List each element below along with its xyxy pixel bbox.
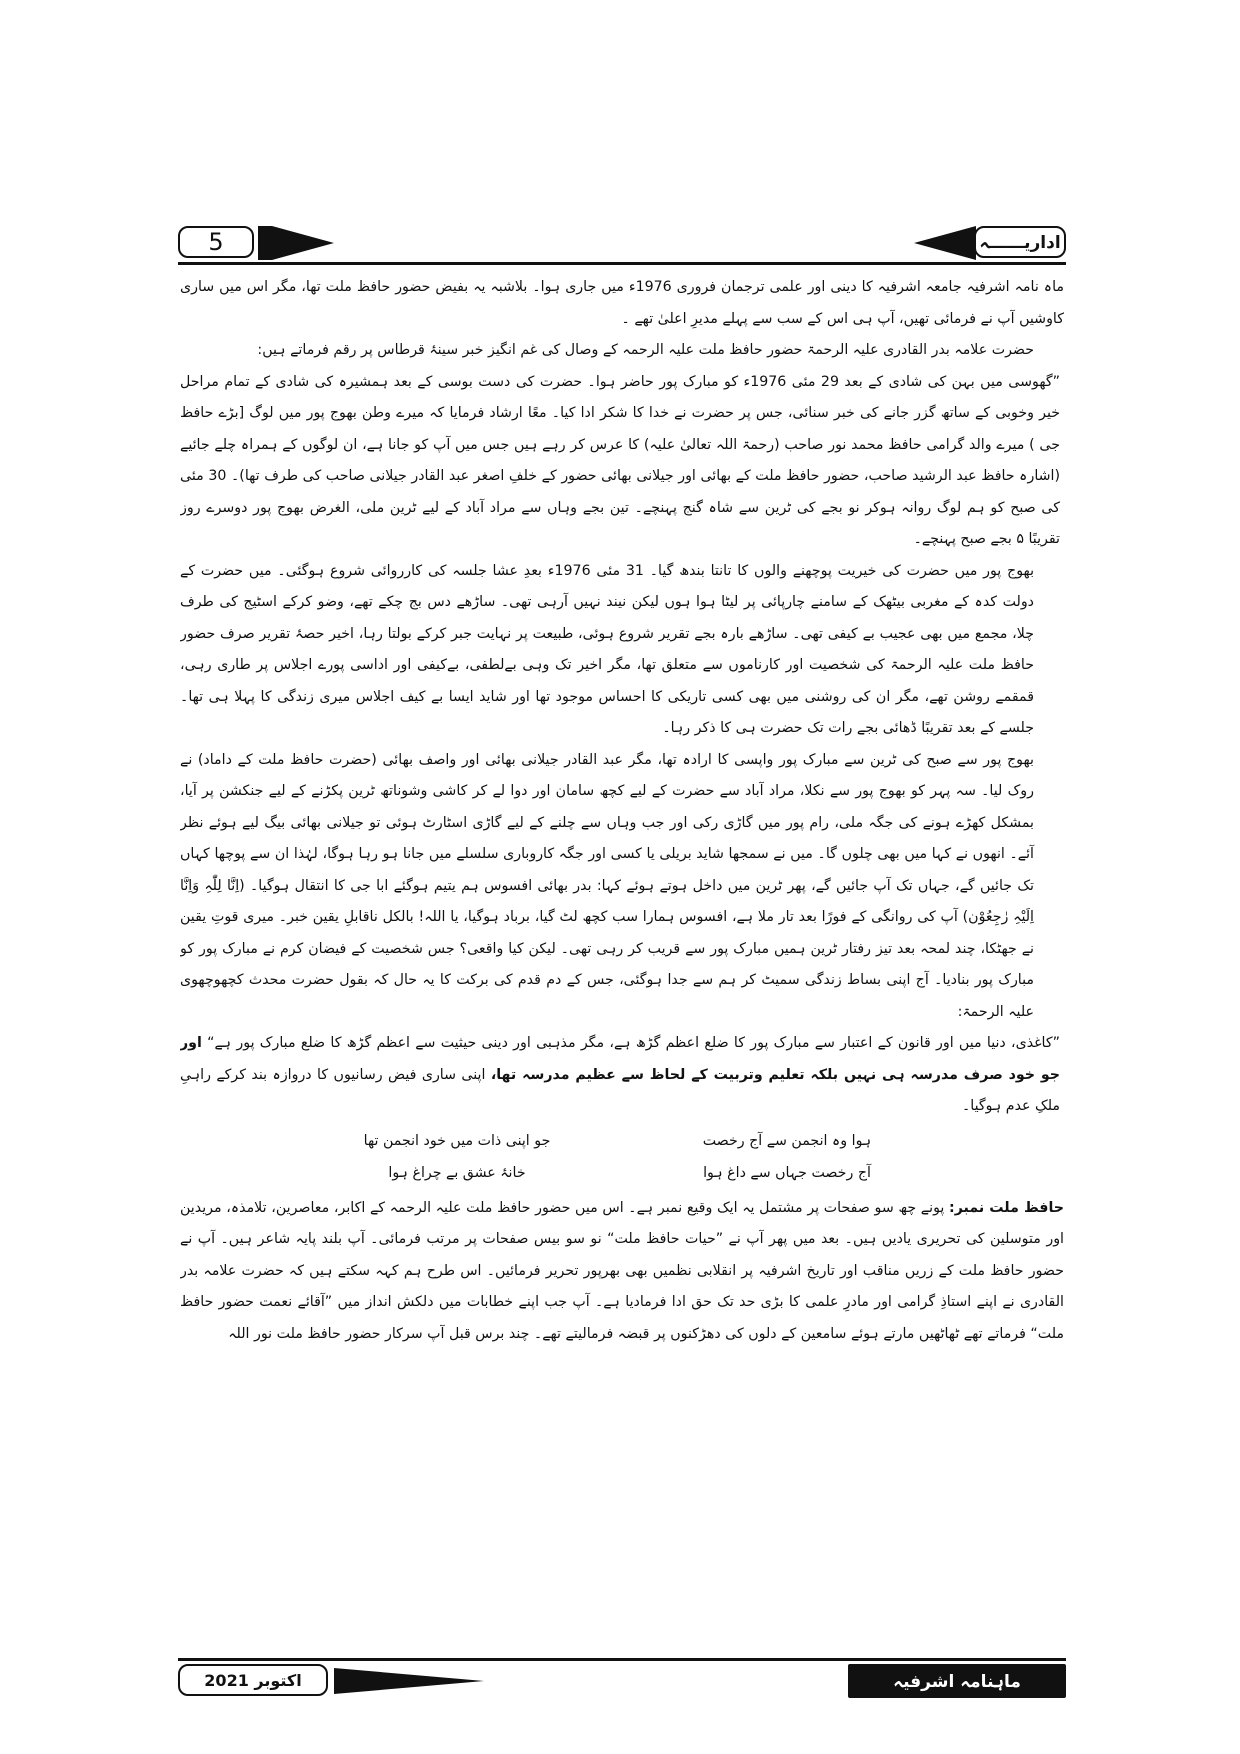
emphasized-madrasa-text: اور جو خود صرف مدرسہ ہی نہیں بلکہ تعلیم وتربیت کے لحاظ سے عظیم مدرسہ تھا، bbox=[180, 1035, 1060, 1083]
paragraph-hafiz-millat-number bbox=[180, 1193, 1064, 1351]
paragraph-quote-3: بھوج پور سے صبح کی ٹرین سے مبارک پور واپسی کا ارادہ تھا، مگر عبد القادر جیلانی بھائی اور واصف بھائی (حضرت حافظ ملت کے داماد) نے روک لیا۔ سہ پہر کو بھوج پور سے نکلا، مراد آباد سے حضرت کے لیے کچھ سامان اور دوا لے کر کاشی وشوناتھ ٹرین پکڑنے کے لیے جنکشن پر آیا، بمشکل کھڑے ہونے کی جگہ ملی، رام پور میں گاڑی رکی اور جب وہاں سے چلنے کے لیے گاڑی اسٹارٹ ہوئی تو جیلانی بھائی بیگ لیے ہوئے نظر آئے۔ انھوں نے کہا میں بھی چلوں گا۔ میں نے سمجھا شاید بریلی یا کسی اور جگہ کاروباری سلسلے میں جانا ہو رہا ہوگا، لہٰذا ان سے پوچھا کہاں تک جائیں گے، جہاں تک آپ جائیں گے، پھر ٹرین میں داخل ہوتے ہوئے کہا: بدر بھائی افسوس ہم یتیم ہوگئے ابا جی کا انتقال ہوگیا۔ (اِنَّا لِلّٰہِ وَاِنَّا اِلَیْہِ رٰجِعُوْن) آپ کی روانگی کے فورًا بعد تار ملا ہے، افسوس ہمارا سب کچھ لٹ گیا، برباد ہوگیا، یا اللہ! بالکل ناقابلِ یقین خبر۔ میری قوتِ یقین نے جھٹکا، چند لمحہ بعد تیز رفتار ٹرین ہمیں مبارک پور سے قریب کر رہی تھی۔ لیکن کیا واقعی؟ جس شخصیت کے فیضان کرم نے مبارک پور کو مبارک پور بنادیا۔ آج اپنی بساط زندگی سمیٹ کر ہم سے جدا ہوگئی، جس کے دم قدم کی برکت کا یہ حال کہ بقول حضرت محدث کچھوچھوی علیہ الرحمۃ: bbox=[180, 751, 1034, 1020]
paragraph-intro: ماہ نامہ اشرفیہ جامعہ اشرفیہ کا دینی اور علمی ترجمان فروری 1976ء میں جاری ہوا۔ بلاشبہ یہ بفیض حضور حافظ ملت تھا، مگر اس میں ساری کاوشیں آپ نے فرمائی تھیں، آپ ہی اس کے سب سے پہلے مدیرِ اعلیٰ تھے ۔ bbox=[180, 279, 1064, 327]
footer-wedge bbox=[334, 1668, 484, 1694]
header-rule bbox=[178, 262, 1066, 265]
page-header bbox=[178, 226, 1066, 260]
page-footer bbox=[178, 1664, 1066, 1698]
paragraph-quote-4 bbox=[180, 1028, 1064, 1123]
section-title: اداریــــــہ bbox=[974, 226, 1066, 258]
paragraph-citation-lead: حضرت علامہ بدر القادری علیہ الرحمۃ حضور حافظ ملت علیہ الرحمہ کے وصال کی غم انگیز خبر سینۂ قرطاس پر رقم فرماتے ہیں: bbox=[257, 342, 1034, 358]
paragraph-text: پونے چھ سو صفحات پر مشتمل یہ ایک وقیع نمبر ہے۔ اس میں حضور حافظ ملت علیہ الرحمہ کے اکابر، معاصرین، تلامذہ، مریدین اور متوسلین کی تحریری یادیں ہیں۔ بعد میں پھر آپ نے ”حیات حافظ ملت“ نو سو بیس صفحات پر مرتب فرمائی۔ آپ بلند پایہ شاعر ہیں۔ آپ نے حضور حافظ ملت کے زریں مناقب اور تاریخ اشرفیہ پر انقلابی نظمیں بھی بھرپور تحریر فرمائیں۔ اس طرح ہم کہہ سکتے ہیں کہ حضرت علامہ بدر القادری نے اپنے استاذِ گرامی اور مادرِ علمی کا بڑی حد تک حق ادا فرمادیا ہے۔ آپ جب اپنے خطابات میں دلکش انداز میں ”آقائے نعمت حضور حافظ ملت“ فرماتے تھے ٹھاٹھیں مارتے ہوئے سامعین کے دلوں کی دھڑکنوں پر قبضہ فرمالیتے تھے۔ چند برس قبل آپ سرکار حضور حافظ ملت نور اللہ bbox=[180, 1199, 1064, 1342]
header-left-wedge bbox=[272, 226, 334, 260]
header-left-bar bbox=[258, 226, 272, 260]
quote-closing-text: اپنی ساری فیض رسانیوں کا دروازہ بند کرکے راہیِ ملکِ عدم ہوگیا۔ bbox=[180, 1066, 1060, 1114]
issue-date: اکتوبر 2021 bbox=[178, 1664, 328, 1696]
poem-line-1 bbox=[180, 1125, 1064, 1157]
article-body bbox=[180, 272, 1064, 1652]
magazine-name: ماہنامہ اشرفیہ bbox=[848, 1664, 1066, 1698]
poem-hemistich: آج رخصت جہاں سے داغ ہوا bbox=[703, 1164, 871, 1181]
poem-hemistich: جو اپنی ذات میں خود انجمن تھا bbox=[363, 1132, 551, 1149]
paragraph-heading: حافظ ملت نمبر: bbox=[949, 1199, 1064, 1216]
poem-hemistich: ہوا وہ انجمن سے آج رخصت bbox=[702, 1132, 872, 1149]
header-right-wedge bbox=[914, 226, 976, 260]
page-number: 5 bbox=[178, 226, 254, 258]
poem-couplet bbox=[180, 1125, 1064, 1189]
paragraph-quote-1: ”گھوسی میں بہن کی شادی کے بعد 29 مئی 1976ء کو مبارک پور حاضر ہوا۔ حضرت کی دست بوسی کے بعد ہمشیرہ کی شادی کے تمام مراحل خیر وخوبی کے ساتھ گزر جانے کی خبر سنائی، جس پر حضرت نے خدا کا شکر ادا کیا۔ معًا ارشاد فرمایا کہ میرے وطن بھوج پور میں لوگ [بڑے حافظ جی ) میرے والد گرامی حافظ محمد نور صاحب (رحمۃ اللہ تعالیٰ علیہ) کا عرس کر رہے ہیں جس میں آپ کو جانا ہے، ان لوگوں کے ہمراہ چلے جائیے (اشارہ حافظ عبد الرشید صاحب، حضور حافظ ملت کے بھائی اور جیلانی بھائی حضور کے خلفِ اصغر عبد القادر جیلانی صاحب کی طرف تھا)۔ 30 مئی کی صبح کو ہم لوگ روانہ ہوکر نو بجے کی ٹرین سے شاہ گنج پہنچے۔ تین بجے وہاں سے مراد آباد کے لیے ٹرین ملی، الغرض بھوج پور دوسرے روز تقریبًا ۵ بجے صبح پہنچے۔ bbox=[180, 373, 1061, 547]
poem-hemistich: خانۂ عشق بے چراغ ہوا bbox=[388, 1164, 526, 1181]
paragraph-quote-2: بھوج پور میں حضرت کی خیریت پوچھنے والوں کا تانتا بندھ گیا۔ 31 مئی 1976ء بعدِ عشا جلسہ کی کارروائی شروع ہوگئی۔ میں حضرت کے دولت کدہ کے مغربی بیٹھک کے سامنے چارپائی پر لیٹا ہوا ہوں لیکن نیند نہیں آرہی تھی۔ ساڑھے دس بج چکے تھے، وضو کرکے اسٹیج کی طرف چلا، مجمع میں بھی عجیب بے کیفی تھی۔ ساڑھے بارہ بجے تقریر شروع ہوئی، طبیعت پر نہایت جبر کرکے بولتا رہا، اخیر حصۂ تقریر صرف حضور حافظ ملت علیہ الرحمۃ کی شخصیت اور کارناموں سے متعلق تھا، مگر اخیر تک وہی بےلطفی، بےکیفی اور اداسی پورے اجلاس پر طاری رہی، قمقمے روشن تھے، مگر ان کی روشنی میں بھی کسی تاریکی کا احساس موجود تھا اور شاید ایسا بے کیف اجلاس میری زندگی کا پہلا ہی تھا۔ جلسے کے بعد تقریبًا ڈھائی بجے رات تک حضرت ہی کا ذکر رہا۔ bbox=[180, 562, 1035, 736]
footer-rule bbox=[178, 1658, 1066, 1661]
poem-line-2 bbox=[180, 1157, 1064, 1189]
quote-district-text: ”کاغذی، دنیا میں اور قانون کے اعتبار سے مبارک پور کا ضلع اعظم گڑھ ہے، مگر مذہبی اور دینی حیثیت سے اعظم گڑھ کا ضلع مبارک پور ہے“ bbox=[207, 1035, 1060, 1051]
